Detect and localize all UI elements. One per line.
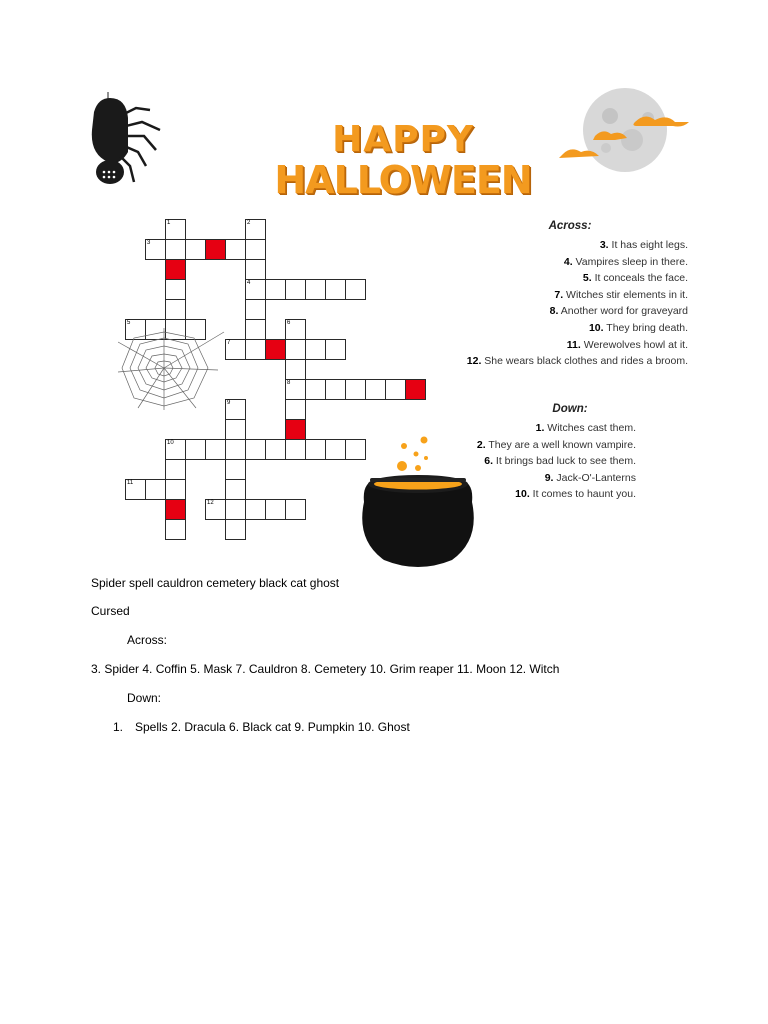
crossword-cell[interactable] xyxy=(245,319,266,340)
crossword-cell[interactable] xyxy=(165,439,186,460)
crossword-cell[interactable] xyxy=(245,299,266,320)
across-clue-number: 10. xyxy=(588,321,604,334)
across-clue xyxy=(430,320,688,337)
answers-across-heading: Across: xyxy=(127,633,168,647)
clue-number-label: 12 xyxy=(207,500,214,506)
across-clue-number: 12. xyxy=(466,355,482,368)
clue-number-label: 10 xyxy=(167,440,174,446)
crossword-cell[interactable] xyxy=(265,439,286,460)
crossword-cell[interactable] xyxy=(205,439,226,460)
crossword-cell[interactable] xyxy=(325,439,346,460)
crossword-cell[interactable] xyxy=(165,519,186,540)
crossword-cell[interactable] xyxy=(365,379,386,400)
crossword-cell[interactable] xyxy=(385,379,406,400)
crossword-cell[interactable] xyxy=(225,499,246,520)
clue-number-label: 8 xyxy=(287,380,291,386)
word-list: Spider spell cauldron cemetery black cat ghost xyxy=(91,576,340,590)
cursed-text: Cursed xyxy=(91,604,130,618)
clue-number-label: 9 xyxy=(227,400,231,406)
crossword-cell[interactable] xyxy=(265,279,286,300)
answers-down-line: Spells 2. Dracula 6. Black cat 9. Pumpkin 10. Ghost xyxy=(135,720,410,734)
answers-across-line: 3. Spider 4. Coffin 5. Mask 7. Cauldron 8. Cemetery 10. Grim reaper 11. Moon 12. Witch xyxy=(91,662,560,676)
crossword-cell[interactable] xyxy=(285,359,306,380)
across-clue-text: It conceals the face. xyxy=(591,272,688,285)
across-clue xyxy=(430,270,688,287)
across-clue-text: Witches stir elements in it. xyxy=(563,288,688,301)
crossword-cell[interactable] xyxy=(225,519,246,540)
crossword-cell[interactable] xyxy=(225,439,246,460)
title-line-2: HALLOWEEN xyxy=(274,158,532,202)
across-clue xyxy=(430,337,688,354)
crossword-cell[interactable] xyxy=(245,219,266,240)
crossword-cell[interactable] xyxy=(245,339,266,360)
across-clue xyxy=(430,254,688,271)
down-clue-text: It brings bad luck to see them. xyxy=(493,455,636,468)
down-clue-text: They are a well known vampire. xyxy=(485,438,636,451)
across-clue xyxy=(430,353,688,370)
crossword-cell[interactable] xyxy=(145,239,166,260)
down-clue-text: Jack-O'-Lanterns xyxy=(553,471,636,484)
across-clue xyxy=(430,237,688,254)
crossword-cell[interactable] xyxy=(305,379,326,400)
clue-number-label: 6 xyxy=(287,320,291,326)
crossword-cell[interactable] xyxy=(325,339,346,360)
crossword-cell[interactable] xyxy=(205,499,226,520)
crossword-cell[interactable] xyxy=(305,279,326,300)
title-line-1: HAPPY xyxy=(332,119,474,160)
crossword-cell-shaded[interactable] xyxy=(165,499,186,520)
down-clue-number: 9. xyxy=(544,471,554,484)
crossword-cell[interactable] xyxy=(285,379,306,400)
crossword-cell[interactable] xyxy=(225,459,246,480)
clue-number-label: 3 xyxy=(147,240,151,246)
crossword-cell[interactable] xyxy=(225,239,246,260)
across-clue-number: 4. xyxy=(563,255,573,268)
across-clues xyxy=(430,237,688,370)
answers-down-heading: Down: xyxy=(127,691,162,705)
crossword-cell[interactable] xyxy=(165,279,186,300)
crossword-cell[interactable] xyxy=(245,439,266,460)
crossword-cell-shaded[interactable] xyxy=(285,419,306,440)
across-clue-text: Werewolves howl at it. xyxy=(580,338,688,351)
crossword-cell[interactable] xyxy=(165,479,186,500)
crossword-cell[interactable] xyxy=(165,219,186,240)
clue-number-label: 11 xyxy=(127,480,134,486)
crossword-cell[interactable] xyxy=(245,239,266,260)
across-clue xyxy=(430,303,688,320)
across-clue-number: 8. xyxy=(549,305,559,318)
crossword-cell-shaded[interactable] xyxy=(405,379,426,400)
crossword-cell[interactable] xyxy=(305,439,326,460)
crossword-cell[interactable] xyxy=(325,279,346,300)
down-clue-number: 6. xyxy=(484,455,493,468)
crossword-cell[interactable] xyxy=(165,299,186,320)
across-clue xyxy=(430,287,688,304)
crossword-cell[interactable] xyxy=(225,479,246,500)
crossword-cell[interactable] xyxy=(245,499,266,520)
across-clue-text: She wears black clothes and rides a broom. xyxy=(481,355,688,368)
crossword-cell[interactable] xyxy=(285,339,306,360)
clue-number-label: 5 xyxy=(127,320,131,326)
crossword-cell[interactable] xyxy=(185,439,206,460)
crossword-cell-shaded[interactable] xyxy=(205,239,226,260)
answers-down-number: 1. xyxy=(113,720,124,734)
crossword-cell[interactable] xyxy=(345,379,366,400)
crossword-cell[interactable] xyxy=(125,479,146,500)
across-clue-text: Vampires sleep in there. xyxy=(572,255,688,268)
crossword-cell[interactable] xyxy=(305,339,326,360)
crossword-cell[interactable] xyxy=(165,459,186,480)
down-clue-number: 10. xyxy=(515,488,530,501)
down-clue-number: 2. xyxy=(476,438,486,451)
cauldron-icon xyxy=(356,432,482,570)
across-clue-number: 3. xyxy=(599,239,609,251)
across-clue-number: 11. xyxy=(566,338,581,351)
down-clue-text: Witches cast them. xyxy=(544,422,636,434)
across-clue-text: It has eight legs. xyxy=(608,239,688,251)
crossword-cell[interactable] xyxy=(285,499,306,520)
crossword-cell-shaded[interactable] xyxy=(165,259,186,280)
crossword-cell-shaded[interactable] xyxy=(265,339,286,360)
down-clues-heading: Down: xyxy=(552,403,588,415)
clue-number-label: 7 xyxy=(227,340,231,346)
crossword-cell[interactable] xyxy=(225,399,246,420)
crossword-cell[interactable] xyxy=(245,279,266,300)
crossword-cell[interactable] xyxy=(285,279,306,300)
across-clue-number: 5. xyxy=(582,272,592,285)
across-clue-text: They bring death. xyxy=(603,321,688,334)
crossword-cell[interactable] xyxy=(145,479,166,500)
across-clue-number: 7. xyxy=(554,288,564,301)
across-clue-text: Another word for graveyard xyxy=(558,305,688,318)
clue-number-label: 1 xyxy=(167,220,171,226)
crossword-cell[interactable] xyxy=(345,279,366,300)
spider-web-icon xyxy=(118,328,226,410)
clue-number-label: 4 xyxy=(247,280,251,286)
crossword-cell[interactable] xyxy=(285,399,306,420)
crossword-cell[interactable] xyxy=(165,239,186,260)
crossword-cell[interactable] xyxy=(225,419,246,440)
clue-number-label: 2 xyxy=(247,220,251,226)
crossword-cell[interactable] xyxy=(265,499,286,520)
crossword-cell[interactable] xyxy=(185,239,206,260)
crossword-cell[interactable] xyxy=(245,259,266,280)
crossword-cell[interactable] xyxy=(285,319,306,340)
crossword-cell[interactable] xyxy=(285,439,306,460)
across-clues-heading: Across: xyxy=(548,220,592,232)
down-clue-text: It comes to haunt you. xyxy=(529,488,636,501)
crossword-cell[interactable] xyxy=(225,339,246,360)
crossword-cell[interactable] xyxy=(325,379,346,400)
down-clue-number: 1. xyxy=(535,422,545,434)
